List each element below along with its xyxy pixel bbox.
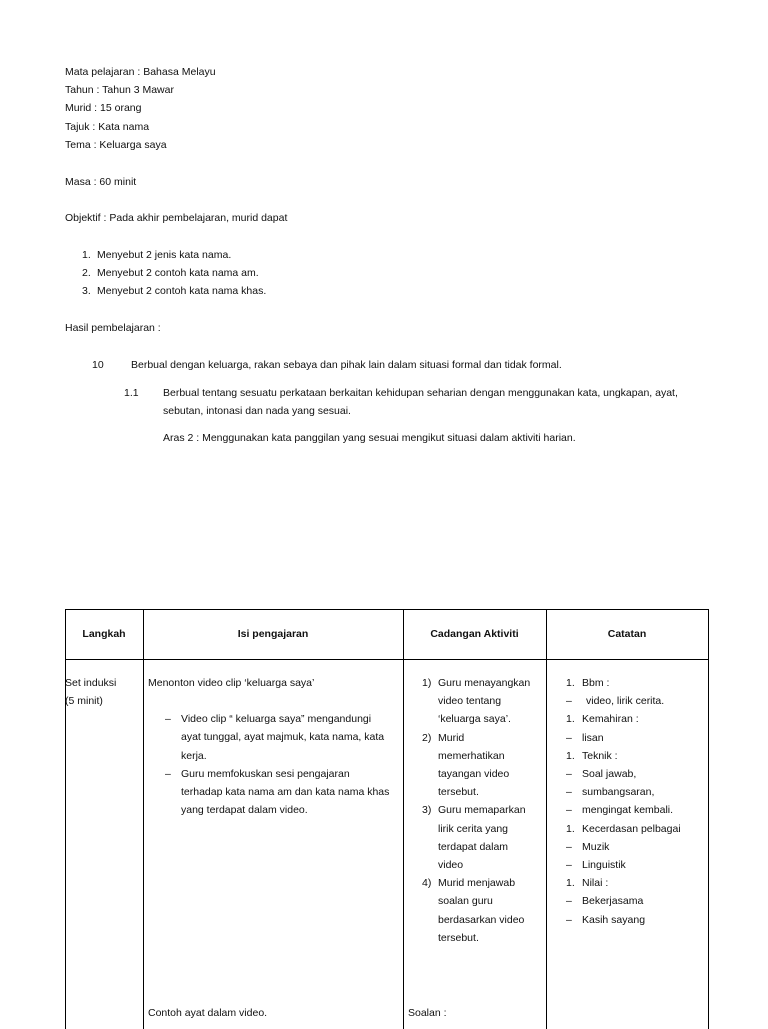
note-item: 1. Teknik : xyxy=(566,749,618,762)
dash-bullet: – xyxy=(165,713,171,726)
activities-cell xyxy=(422,674,530,947)
table-header-divider xyxy=(65,659,709,660)
activity-item: 2) Murid xyxy=(422,729,530,747)
objective-line: Objektif : Pada akhir pembelajaran, murid dapat xyxy=(65,212,288,224)
topic-line: Tajuk : Kata nama xyxy=(65,121,150,133)
table-border-left xyxy=(65,609,66,1029)
subject-line: Mata pelajaran : Bahasa Melayu xyxy=(65,66,216,78)
note-item: 1. Nilai : xyxy=(566,877,609,890)
content-bullet-cont: yang terdapat dalam video. xyxy=(181,804,308,817)
note-item: – mengingat kembali. xyxy=(566,804,674,817)
activity-line: lirik cerita yang xyxy=(438,822,509,835)
content-bullet-cont: ayat tunggal, ayat majmuk, kata nama, kata xyxy=(181,731,385,744)
content-intro: Menonton video clip ‘keluarga saya’ xyxy=(148,677,315,689)
header-notes: Catatan xyxy=(607,628,647,640)
note-item: – Muzik xyxy=(566,840,610,853)
content-bullet: – Guru memfokuskan sesi pengajaran xyxy=(148,765,389,783)
note-item: – lisan xyxy=(566,731,604,744)
activity-item: 1) Guru menayangkan xyxy=(422,674,530,692)
activity-number: 4) xyxy=(422,877,432,890)
objective-text: Menyebut 2 contoh kata nama am. xyxy=(97,267,259,279)
note-item: – sumbangsaran, xyxy=(566,786,655,799)
year-line: Tahun : Tahun 3 Mawar xyxy=(65,84,174,96)
level-text: Aras 2 : Menggunakan kata panggilan yang sesuai mengikut situasi dalam aktiviti harian. xyxy=(163,432,576,444)
content-bullet-cont: kerja. xyxy=(181,749,207,762)
activity-item: 4) Murid menjawab xyxy=(422,874,530,892)
activity-line: terdapat dalam xyxy=(438,840,509,853)
duration-line: Masa : 60 minit xyxy=(65,176,137,188)
objective-number: 2. xyxy=(82,267,91,279)
sub-standard-text-2: sebutan, intonasi dan nada yang sesuai. xyxy=(163,405,351,417)
pupils-line: Murid : 15 orang xyxy=(65,102,142,114)
activity-line: tayangan video xyxy=(438,768,510,781)
standard-number: 10 xyxy=(92,359,104,371)
lesson-table xyxy=(65,609,709,1029)
note-item: – Soal jawab, xyxy=(566,768,637,781)
table-column-divider xyxy=(546,609,547,1029)
activity-number: 1) xyxy=(422,677,432,689)
objective-text: Menyebut 2 jenis kata nama. xyxy=(97,249,232,261)
objective-text: Menyebut 2 contoh kata nama khas. xyxy=(97,285,267,297)
theme-line: Tema : Keluarga saya xyxy=(65,139,167,151)
content-footer: Contoh ayat dalam video. xyxy=(148,1007,268,1019)
note-item: 1. Kemahiran : xyxy=(566,713,639,726)
dash-bullet: – xyxy=(165,767,171,780)
content-cell xyxy=(148,674,389,819)
activity-item: 3) Guru memaparkan xyxy=(422,801,530,819)
step-cell xyxy=(65,674,116,710)
content-bullet: – Video clip “ keluarga saya” mengandungi xyxy=(148,710,389,728)
note-item: – Linguistik xyxy=(566,859,626,872)
outcomes-title: Hasil pembelajaran : xyxy=(65,322,161,334)
table-column-divider xyxy=(143,609,144,1029)
content-bullet-cont: terhadap kata nama am dan kata nama khas xyxy=(181,786,390,799)
objective-number: 1. xyxy=(82,249,91,261)
step-name: Set induksi xyxy=(65,677,117,689)
header-content: Isi pengajaran xyxy=(237,628,309,640)
objective-number: 3. xyxy=(82,285,91,297)
activity-number: 2) xyxy=(422,731,432,744)
activity-line: video tentang xyxy=(438,695,502,708)
activity-line: ‘keluarga saya’. xyxy=(438,713,511,726)
table-border-top xyxy=(65,609,709,610)
activity-line: soalan guru xyxy=(438,895,493,908)
standard-text: Berbual dengan keluarga, rakan sebaya dan pihak lain dalam situasi formal dan tidak formal. xyxy=(131,359,562,371)
sub-standard-text-1: Berbual tentang sesuatu perkataan berkaitan kehidupan seharian dengan menggunakan kata, ungkapan, ayat, xyxy=(163,387,678,399)
activity-line: tersebut. xyxy=(438,931,479,944)
note-item: 1. Bbm : xyxy=(566,677,610,689)
activities-footer: Soalan : xyxy=(408,1007,447,1019)
table-column-divider xyxy=(403,609,404,1029)
step-duration: (5 minit) xyxy=(65,695,103,708)
note-item: – video, lirik cerita. xyxy=(566,695,665,708)
sub-standard-number: 1.1 xyxy=(124,387,139,399)
activity-line: berdasarkan video xyxy=(438,913,525,926)
activity-number: 3) xyxy=(422,804,432,817)
activity-line: tersebut. xyxy=(438,786,479,799)
header-step: Langkah xyxy=(82,628,126,640)
notes-cell xyxy=(566,674,681,929)
header-activities: Cadangan Aktiviti xyxy=(430,628,519,640)
activity-line: memerhatikan xyxy=(438,749,505,762)
note-item: – Kasih sayang xyxy=(566,913,646,926)
table-border-right xyxy=(708,609,709,1029)
activity-line: video xyxy=(438,859,464,872)
note-item: 1. Kecerdasan pelbagai xyxy=(566,822,681,835)
note-item: – Bekerjasama xyxy=(566,895,644,908)
